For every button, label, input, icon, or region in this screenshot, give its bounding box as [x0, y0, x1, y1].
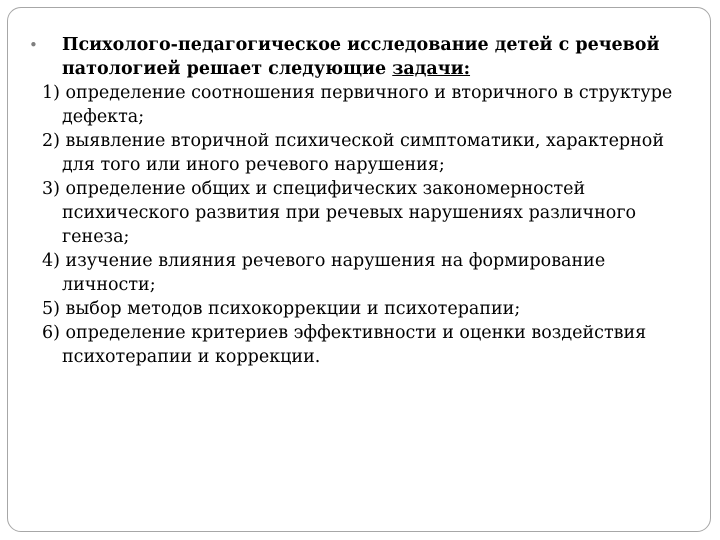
bullet-icon: • — [29, 36, 38, 54]
task-item-4: 4) изучение влияния речевого нарушения на формирование личности; — [42, 251, 606, 295]
slide-content — [26, 33, 688, 369]
heading-key-word: задачи: — [392, 59, 471, 79]
task-item-6: 6) определение критериев эффективности и оценки воздействия психотерапии и коррекции. — [42, 323, 647, 367]
task-item-5: 5) выбор методов психокоррекции и психотерапии; — [42, 299, 521, 319]
task-item-3: 3) определение общих и специфических закономерностей психического развития при речевых нарушениях различного генеза; — [42, 179, 637, 247]
task-item-1: 1) определение соотношения первичного и вторичного в структуре дефекта; — [42, 83, 673, 127]
slide-heading — [26, 33, 688, 81]
heading-lead-text: Психолого-педагогическое исследование детей с речевой патологией решает следующие — [62, 35, 660, 79]
task-item-2: 2) выявление вторичной психической симптоматики, характерной для того или иного речевого нарушения; — [42, 131, 664, 175]
